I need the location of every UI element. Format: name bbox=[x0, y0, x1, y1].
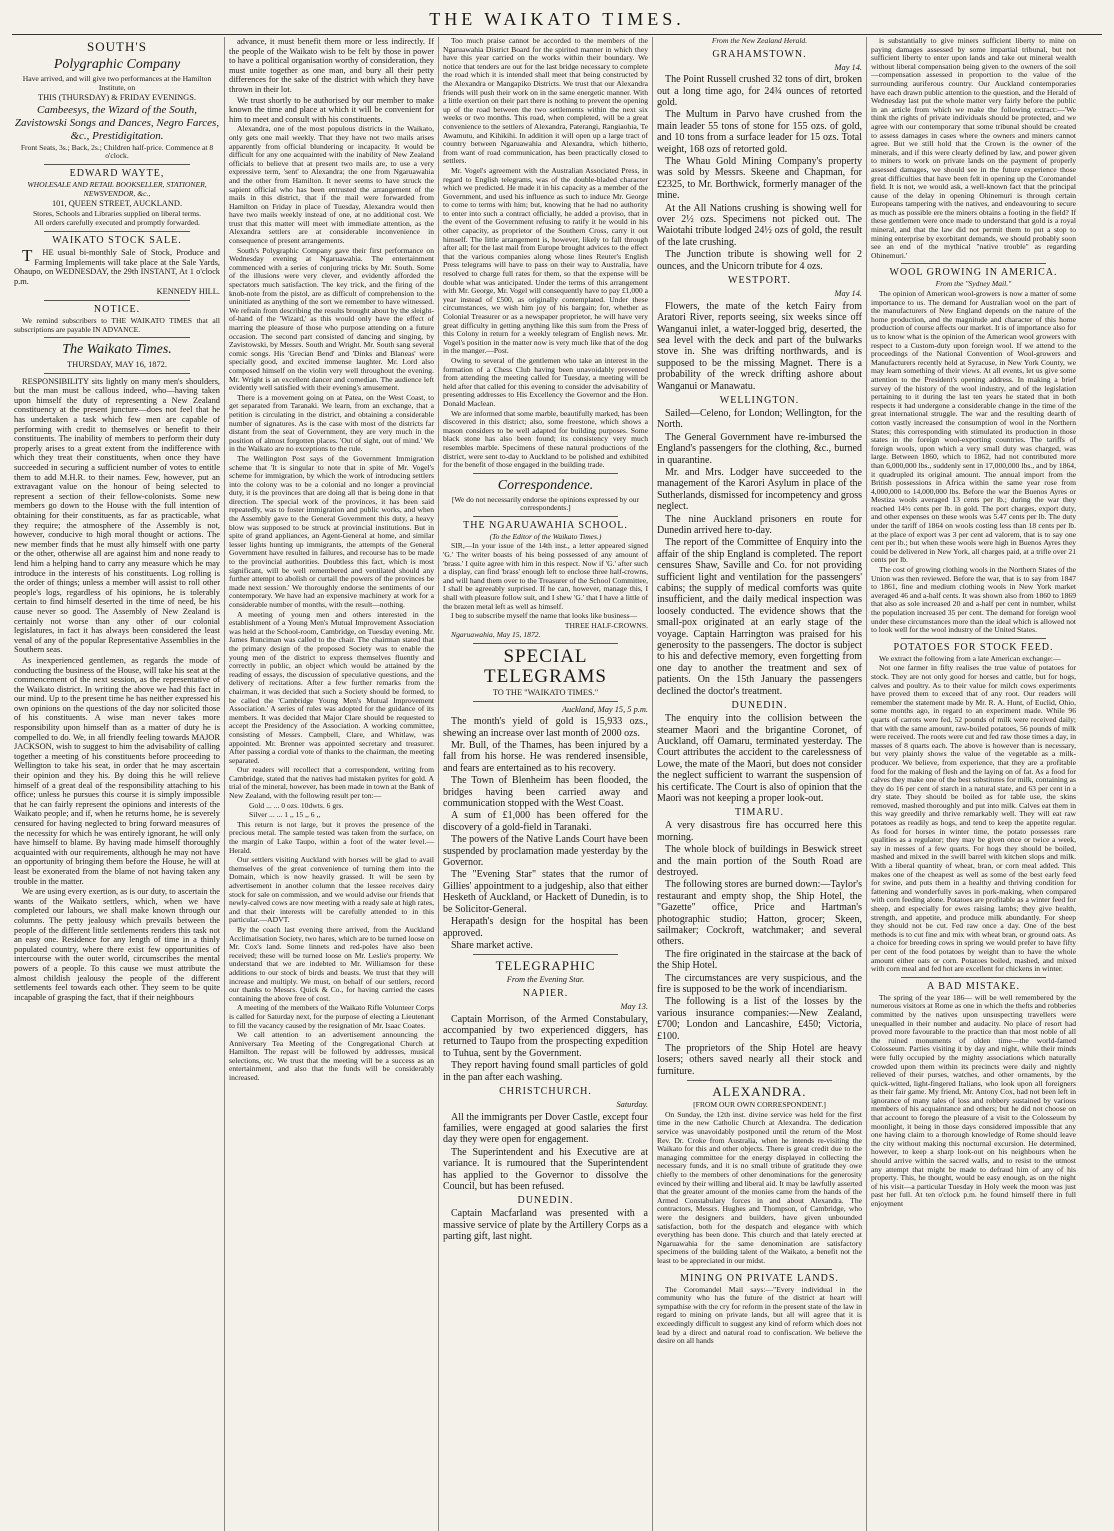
school-letter-title: THE NGARUAWAHIA SCHOOL. bbox=[463, 519, 628, 531]
news-paragraph: Sailed—Celeno, for London; Wellington, for the North. bbox=[657, 407, 862, 431]
ad-wayte-text: Stores, Schools and Libraries supplied on liberal terms. bbox=[32, 208, 202, 218]
telegram-paragraph: They report having found small particles of gold in the pan after each washing. bbox=[443, 1060, 648, 1083]
news-paragraph: The Coromandel Mail says:—"Every individual in the community who has the future of the district at heart will sympathise with the cry for reform in the present state of the law in regard to mining on private lands, but all will agree that it is exceedingly difficult to suggest any kind of reform which does not lead by a direct and natural road to confiscation. We believe the desire on all hands bbox=[657, 1284, 862, 1346]
westport-heading: WESTPORT. bbox=[728, 275, 791, 287]
news-paragraph: At the All Nations crushing is showing well for over 2½ ozs. Specimens not picked out. The Waiotahi tribute lodged 24½ ozs of gold, the result of the late crushing. bbox=[657, 202, 862, 248]
bad-mistake-heading: A BAD MISTAKE. bbox=[927, 980, 1020, 992]
news-paragraph: The following is a list of the losses by the various insurance companies:—New Zealand, £700; London and Lancashire, £450; Victoria, £100. bbox=[657, 996, 862, 1042]
news-paragraph: The circumstances are very suspicious, and the fire is supposed to be the work of incendiarism. bbox=[657, 972, 862, 996]
news-paragraph: Our settlers visiting Auckland with horses will be glad to avail themselves of the great convenience of turning them into the Domain, which is now heavily grassed. It will be seen by advertisement in another column that the lessee receives dairy stock for sale on commission, and we would advise our friends that newly-calved cows are now meeting with a ready sale at high rates, and that their interests will be carefully attended to in this particular.—ADVT. bbox=[229, 855, 434, 925]
timaru-heading: TIMARU. bbox=[735, 807, 784, 819]
telegram-paragraph: Mr. Bull, of the Thames, has been injured by a fall from his horse. He was rendered insensible, and fears are entertained as to his recovery. bbox=[443, 740, 648, 774]
divider bbox=[901, 977, 1046, 978]
divider bbox=[473, 516, 618, 517]
ad-south-company: Polygraphic Company bbox=[53, 57, 181, 72]
divider bbox=[687, 1269, 832, 1270]
news-paragraph: Our readers will recollect that a correspondent, writing from Cambridge, stated that the natives had mistaken pyrites for gold. A trial of the mineral, however, has been made in town at the Bank of New Zealand, with the following result per ton:— bbox=[229, 765, 434, 801]
news-paragraph: The opinion of American wool-growers is now a matter of some importance to us. The demand for Australian wool on the part of the manufacturers of New England depends on the nature of the home production, and the magnitude and character of this home production of course affects our market. It is of importance also for us to know what is the opinion of the American wool growers with respect to a Custom-duty upon foreign wool. If we attend to the proceedings of the National Convention of Wool-growers and Manufacturers recently held at Syracuse, in New York County, we may learn something of their views. At all events, let us give some attention to the President's opening address. In making a brief survey of the history of the wool industry, and of the legislation pertaining to it during the last ten years he stated that in both respects it had undergone a considerable change in the time of the great international struggle. The war and the resulting dearth of cotton vastly increased the consumption of wool in the Northern States; this corresponding with stimulated its production in those states in the foreign wool-exporting countries. The tariffs of foreign wools, upon which a very small duty was charged, was large. Between 1860, which to 1862, had not contributed more than 6,000,000 lbs., suddenly sent in 17,000,000 lbs., and by 1864, it quadrupled its original amount. The annual import from the British possessions in Africa within the same year rose from 4,000,000 to 14,000,000 lbs. Before the war the Buenos Ayres or Mestiza wools averaged 13 cents per lb.; during the war they reached 14½ cents per lb. in gold. The port charges, export duty, and other expenses on these wools was 5.47 cents per lb. The duty under the tariff of 1864 on wools costing less than 18 cents per lb. at the place of export was 3 per cent ad valorem, that is to say one cent per lb.; but when these wools were high in Buenos Ayres they could be delivered in New York, all charges paid, at a trifle over 21 cents per lb. bbox=[871, 289, 1076, 565]
news-paragraph: The following stores are burned down:—Taylor's restaurant and empty shop, the Ship Hotel, the "Gazette" office, Price and Hartman's photographic studio; Hatton, grocer; Skeen, sailmaker; Cockroft, watchmaker; and several others. bbox=[657, 879, 862, 948]
column-2 bbox=[224, 37, 438, 1531]
news-paragraph: By the coach last evening there arrived, from the Auckland Acclimatisation Society, two hares, which are to be turned loose on Mr. Cox's land. Some linnets and red-poles have also been received; these will be turned loose on Mr. Leslie's property. We understand that we are indebted to Mr. Williamson for these additions to our stock of birds and beasts. We trust that they will increase and multiply. We must, on behalf of our settlers, record our thanks to Messrs. Quick & Co., for having carried the cases containing the above free of cost. bbox=[229, 924, 434, 1003]
ad-south-title: SOUTH'S bbox=[87, 39, 147, 54]
masthead: THE WAIKATO TIMES. bbox=[12, 8, 1102, 35]
editorial-paragraph: RESPONSIBILITY sits lightly on many men's shoulders, but the man must be callous indeed, who—having taken upon himself the duty of representing a New Zealand constituency at the present juncture—does not feel that he has undertaken a task which few men are capable of performing with credit to themselves or benefit to their constituents. The inability of members to perform their duty properly arises to a great extent from the indifference with which they treat their constituents, when once they have succeeded in securing a sufficient number of votes to entitle them to add M.H.R. to their names. Few, however, put an extravagant value on the honour of being selected to represent a section of their fellow-colonists. Some new members go down to the House with the full intention of obtaining for their constituents, as far as practicable, what they require; the atmosphere of the Assembly is not, however, conducive to high moral thought or actions. The new member finds that he must ally himself with one party or the other, otherwise all are against him and none ready to lend him a helping hand to carry any measure which he may introduce in the interests of his constituents. Log rolling is the order of things; unless a member will assist to roll other people's logs, regardless of his opinions, he is tolerably certain to find himself deserted in the time of need, be his cause never so good. The Assembly of New Zealand is certainly not worse than any other of our colonial legislatures, in fact it has always been considered the least venal of any of the popular Representative Assemblies in the Southern seas. bbox=[14, 376, 220, 655]
news-paragraph: The Wellington Post says of the Government Immigration scheme that 'It is singular to note that in spite of Mr. Vogel's scheme for immigration, by which the work of introducing settlers into the colony was to be a colonial and no longer a provincial duty, it is the provinces that are doing all that is being done in that direction. The special work of the provinces, it has been said repeatedly, was to foster immigration and public works, and when the Assembly gave to the General Government this duty, a heavy blow was supposed to be struck at provincial institutions. But in spite of grand appliances, an Agent-General at home, and similar lesser lights hunting up immigrants, the attempts of the General Government have resulted in failures, and recourse has to be made to the provincial authorities. Doubtless this fact, which is most significant, will be well remembered and ventilated should any further attempt to abolish or curtail the powers of the provinces be made next session.' We thoroughly endorse the sentiments of our contemporary. We have had an expensive machinery at work for a considerable number of months, with the result—nothing. bbox=[229, 453, 434, 609]
telegram-paragraph: The powers of the Native Lands Court have been suspended by proclamation made yesterday by the Governor. bbox=[443, 834, 648, 869]
news-paragraph: The Junction tribute is showing well for 2 ounces, and the Unicorn tribute for 4 ozs. bbox=[657, 249, 862, 272]
grahamstown-date: May 14. bbox=[834, 62, 862, 72]
telegram-paragraph: Share market active. bbox=[451, 939, 533, 951]
news-paragraph: Alexandra, one of the most populous districts in the Waikato, only gets one mail weekly. That they have not two mails arises apparently from official blundering or incapacity. It would be difficult for any one acquainted with the inability of New Zealand officials to believe that at present two mails are, to use a very expressive term, 'sent' to Alexandra; the one from Ngaruawahia and the other from Hamilton. It never seems to have struck the sapient official who has been entrusted the arrangement of the mails in this district, that if the mail were forwarded from Hamilton on Friday in place of Tuesday, Alexandra would then have two mails weekly instead of one, at no additional cost. We trust that this matter will meet with immediate attention, as the Alexandra settlers are at considerable inconvenience in consequence of present arrangements. bbox=[229, 124, 434, 246]
ad-south-acts: Cambeesys, the Wizard of the South, Zavistowski Songs and Dances, Negro Farces, &c., Prestidigitation. bbox=[14, 103, 220, 142]
ad-stock-signature: KENNEDY HILL. bbox=[156, 287, 220, 297]
telegram-paragraph: A sum of £1,000 has been offered for the discovery of a gold-field in Taranaki. bbox=[443, 810, 648, 833]
telegram-paragraph: The Town of Blenheim has been flooded, the bridges having been carried away and communication stopped with the West Coast. bbox=[443, 775, 648, 810]
telegram-paragraph: Captain Macfarland was presented with a massive service of plate by the Artillery Corps as a parting gift, last night. bbox=[443, 1208, 648, 1243]
editorial-paragraph: We are using every exertion, as is our duty, to ascertain the wants of the Waikato settlers, which, when we have completed our labours, we shall make known through our columns. The petty jealousy which prevails between the people of the different little settlements renders this task not an easy one. Residence for any length of time in a thinly populated country, where there exist few opportunities of intercourse with the outer world, circumscribes the mental powers of a people. To this cause we must attribute the almost childish jealousy the people of the different settlements feel towards each other. They seem to be quite incapable of grasping the fact, that if their neighbours bbox=[14, 887, 220, 1002]
divider bbox=[44, 164, 190, 165]
news-paragraph: This return is not large, but it proves the presence of the precious metal. The sample tested was taken from the surface, on the margin of Lake Taupo, within a foot of the water level.—Herald. bbox=[229, 819, 434, 855]
paper-title: The Waikato Times. bbox=[62, 342, 172, 358]
divider bbox=[901, 263, 1046, 264]
news-paragraph: A meeting of young men and others interested in the establishment of a Young Men's Mutual Improvement Association was held at the School-room, Cambridge, on Tuesday evening. Mr. James Runciman was called to the chair. The chairman stated that the primary design of the proposed Society was to enable the young men of the district to express themselves fluently and correctly in public, an object which would be attained by the reading of essays, the discussion of speculative questions, and the delivery of recitations. After a few further remarks from the chairman, it was decided that such a Society should be formed, to be called the 'Cambridge Young Men's Mutual Improvement Association.' A series of rules was adopted for the guidance of its members. It was decided that Major Clare should be requested to accept the Presidency of the Association. A working committee, consisting of Messrs. Campbell, Clare, and Whitlaw, was appointed. Mr. Brenner was appointed secretary and treasurer. After passing a cordial vote of thanks to the chairman, the meeting separated. bbox=[229, 609, 434, 765]
news-paragraph: Not one farmer in fifty realises the true value of potatoes for stock. They are not only good for horses and cattle, but for hogs, calves and poultry. As to their value for milch cows experiments have proved them to exceed that of any root. Our readers will remember the statement made by Mr. R. A. Hunt, of Euclid, Ohio, some months ago, in regard to an experiment made. While 96 quarts of carrots were fed, 52 pounds of milk were received daily; that with the same amount, raw-boiled potatoes, 56 pounds of milk were received. The roots were cut and fed raw those times a day, in masses of 8 quarts each. The above is however than is necessary, but very plainly shows the value of the vegetable as a milk-producer. We believe, from experience, that they are a profitable food for the making of flesh and the laying on of fat. As a food for calves they make one of the best substitutes for milk, containing as they do 16 per cent of starch in a natural state, and 63 per cent in a dry state. They should be boiled as for table use, the skins removed, mashed thoroughly and put into milk. Calves eat them in this way greedily and thrive remarkably well. They will eat raw potatoes as readily as hogs, and tend to keep the appetite regular. As food for horses in winter time, the potato possesses rare qualities as a regulator; they may be given once or twice a week, say in messes of a few quarts. For hogs they should be boiled, mashed and mixed in the swill barrel with kitchen slops and milk. With a liberal quantity of wheat, bran, or corn meal added. This makes one of the cheapest as well as some of the best early feed for swine, and puts them in a healthy and thriving condition for fattening and wonderfully saves in pork-making, when compared with corn feeding alone. Potatoes are profitable as a winter feed for sheep, and especially for ewes raising lambs; they give health, strength, and appetite, and produce milk abundantly. For sheep they should not be cut. Fed raw once a day. One of the best methods is to cut fine and mix with wheat bran, or ground oats. As a choice for breeding cows in spring we would prefer to have fifty per cent of the food potatoes by weight than to have the whole amount either oats or corn. Potatoes boiled, mashed, and mixed with corn meal and fed hot are excellent for chickens in winter. bbox=[871, 663, 1076, 974]
ad-south-prices: Front Seats, 3s.; Back, 2s.; Children half-price. Commence at 8 o'clock. bbox=[20, 142, 214, 161]
divider bbox=[473, 473, 618, 474]
dunedin-heading: DUNEDIN. bbox=[517, 1195, 574, 1207]
news-paragraph: Mr. Vogel's agreement with the Australian Associated Press, in regard to English telegrams, was of the double-bladed character which we predicted. He made it in his capacity as a member of the Government, and used his influence as such to induce Mr. George to come to terms with him; but, knowing that he had no authority to enter into such a contract officially, he added a proviso, that in the event of the Government refusing to ratify it he would in his other capacity, as proprietor of the Southern Cross, carry it out himself. The little arrangement is, however, likely to fall through after all; for the last mail from Europe brought advices to the effect that the various companies along whose lines Reuter's English Press telegrams will have to pass on their way to Australia, have resolved to charge full rates for them, so that the expense will be double what was anticipated. Under the terms of this arrangement with Mr. George, Mr. Vogel will consequently have to pay £1,000 a year instead of £500, as originally contemplated. Under these circumstances, we wish him joy of his bargain; for, whether as Colonial Treasurer or as a newspaper proprietor, he will have very great difficulty in getting anything like this sum from the Press of this Colony in return for a weekly telegram of English news. Mr. Vogel's position in the matter now is very much like that of the dog in the manger.—Post. bbox=[443, 165, 648, 356]
news-paragraph: Too much praise cannot be accorded to the members of the Ngaruawahia District Board for the spirited manner in which they have this year carried on the works within their boundary. We notice that tenders are out for the last bridge necessary to complete the road which it is intended shall meet that being constructed by the Alexandra or Mangapiko Districts. We trust that our Alexandra friends will push their work on in the same energetic manner. With a little exertion on their part there is nothing to prevent the opening up of the road between the two settlements within the next six weeks or two months. This road, when completed, will be a great convenience to the settlers of Alexandra, Paterangi, Rangiaohia, Te Awamutu, and Kihikihi. In addition it will open up a large tract of country between Ngaruawahia and Alexandra, which hitherto, from want of road communication, has been practically closed to settlers. bbox=[443, 37, 648, 166]
telegram-paragraph: The month's yield of gold is 15,933 ozs., shewing an increase over last month of 2000 ozs. bbox=[443, 716, 648, 739]
assay-line: Gold ... ... 0 ozs. 10dwts. 6 grs. bbox=[249, 800, 344, 810]
napier-date: May 13. bbox=[620, 1001, 648, 1011]
news-paragraph: The proprietors of the Ship Hotel are heavy losers; others saved nearly all their stock and furniture. bbox=[657, 1043, 862, 1077]
divider bbox=[44, 231, 190, 232]
notice-text: We remind subscribers to THE WAIKATO TIMES that all subscriptions are payable IN ADVANCE. bbox=[14, 315, 220, 334]
news-paragraph: The cost of growing clothing wools in the Northern States of the Union was then reviewed. Before the war, that is to say from 1847 to 1861, fine and medium clothing wools in New York market averaged 46 and a-half cents. It was shown also from 1860 to 1869 that also as sole increased 20 and a-half per cent in number, whilst the population increased 35 per cent. The demand for foreign wool under these circumstances more than the ideal which is allowed not to look well for the wool industry of the United States. bbox=[871, 565, 1076, 635]
ad-stock-title: WAIKATO STOCK SALE. bbox=[52, 234, 182, 246]
telegram-paragraph: Herapath's design for the hospital has been approved. bbox=[443, 916, 648, 939]
news-paragraph: The fire originated in the staircase at the back of the Ship Hotel. bbox=[657, 948, 862, 972]
correspondence-title: Correspondence. bbox=[497, 477, 594, 493]
ad-south-dates: THIS (THURSDAY) & FRIDAY EVENINGS. bbox=[38, 93, 196, 103]
notice-title: NOTICE. bbox=[93, 303, 141, 315]
news-paragraph: On Sunday, the 12th inst. divine service was held for the first time in the new Catholic Church at Alexandra. The dedication service was unavoidably postponed until the return of the Most Rev. Dr. Croke from Australia, when he intends re-visiting the Waikato for this and other objects. There is great credit due to the managing committee for the energy displayed in collecting the necessary funds, and it is no small tribute of gratitude they owe chiefly to the members of other denominations for the generosity evinced by their willing and liberal aid. It may be lawfully asserted that the greater amount of the monies came from the hands of the Armed Constabulary forces in and about Alexandra. The contractors, Messrs. Hughes and Thompson, of Cambridge, who were the designers and builders, have given unbounded satisfaction, both for the despatch and elegance with which everything has been done. This church and that lately erected at Ngaruawahia for the same denomination are satisfactory specimens of the building talent of the Waikato, a benefit not the least to be appreciated in our midst. bbox=[657, 1109, 862, 1265]
divider bbox=[901, 638, 1046, 639]
news-paragraph: is substantially to give miners sufficient liberty to mine on paying damages assessed by some impartial tribunal, but not sufficient liberty to enter upon lands and take out mineral wealth without liberal compensation being given to the owners of the soil—compensation assessed in proportion to the value of the surrounding auriferous country. Our Auckland contemporaries have each drawn public attention to the question, and the Herald of Wednesday last put the whole matter very fairly before the public in an article from which we make the following extract:—'We think the rights of private individuals should be protected, and we agree with our contemporary that some tribunal should be created to assess damages in cases where the owners and miners cannot agree. But we still hold that the Crown is the owner of the minerals, and if this were clearly defined by law, and power given to miners to work on private lands on the payment of properly assessed damages, we should see in the future experience those great difficulties that have been felt in opening up the Coromandel field. It is not, we would ask, a well-known fact that the principal cause of the delay in opening Ohinemuri is through certain Europeans tampering with the natives, and endeavouring to secure as much as possible ere the miners obtains a footing in the field? If these gentlemen were once made to understand that gold is a royal mineral, and that the law did not permit them to put a stop to mining enterprise by exorbitant demands, we should probably soon see an end of the mythical "native trouble" as regarding Ohinemuri.' bbox=[871, 37, 1076, 260]
ad-south-text: Have arrived, and will give two performances at the Hamilton Institute, on bbox=[22, 74, 212, 92]
editorial-paragraph: We trust shortly to be authorised by our member to make known the time and place at which it will be convenient for him to meet and consult with his constituents. bbox=[229, 95, 434, 124]
column-4 bbox=[652, 37, 866, 1531]
telegrams-sub: TO THE "WAIKATO TIMES." bbox=[492, 688, 599, 697]
column-1 bbox=[10, 37, 224, 1531]
divider bbox=[44, 337, 190, 338]
news-paragraph: We call attention to an advertisement announcing the Anniversary Tea Meeting of the Congregational Church at Hamilton. The repast will be followed by addresses, musical selections, etc. We trust that the meeting will be a success as an entertainment, and also that the funds will be considerably increased. bbox=[229, 1030, 434, 1083]
westport-date: May 14. bbox=[834, 289, 862, 299]
dunedin-heading: DUNEDIN. bbox=[731, 700, 788, 712]
telegraphic-title: TELEGRAPHIC bbox=[495, 958, 596, 974]
telegram-paragraph: Captain Morrison, of the Armed Constabulary, accompanied by two experienced diggers, has returned to Taupo from the prospecting expedition to Tuhua, sent by the Government. bbox=[443, 1013, 648, 1059]
ad-stock-text: THE usual bi-monthly Sale of Stock, Produce and Farming Implements will take place at the Sale Yards, Ohaupo, on WEDNESDAY, the 29th INSTANT, At 1 o'clock p.m. bbox=[14, 245, 220, 286]
news-paragraph: Mr. and Mrs. Lodger have succeeded to the management of the Karori Asylum in place of the Sutherlands, dismissed for incompetency and gross neglect. bbox=[657, 466, 862, 513]
grahamstown-heading: GRAHAMSTOWN. bbox=[712, 48, 807, 60]
ad-wayte-trade: WHOLESALE AND RETAIL BOOKSELLER, STATIONER, NEWSVENDOR, &c., bbox=[27, 179, 207, 198]
letter-signature: THREE HALF-CROWNS. bbox=[564, 620, 648, 630]
divider bbox=[44, 373, 190, 374]
news-paragraph: A very disastrous fire has occurred here this morning. bbox=[657, 820, 862, 843]
editorial-paragraph: As inexperienced gentlemen, as regards the mode of conducting the business of the House, will take his seat at the commencement of the next session, as the representative of the Waikato district. In writing the above we had this fact in our mind. Up to the present time he has neither expressed his own opinions on the questions of the day nor solicited those of his constituents. A wise man never takes more responsibility upon himself than as a matter of duty he is compelled to do. We, in all friendly feeling towards MAJOR JACKSON, wish to suggest to him the advisability of calling together a meeting of his constituents before proceeding to Wellington to take his seat, in order that he may ascertain their opinion and they his. By doing this he will relieve himself of a great deal of the responsibility attaching to his office; unless he pursues this course it is simply impossible that he can fairly represent the opinions and interests of the Waikato people; and if, when he returns home, he is severely censured for having neglected to bring forward measures of the necessity for which he was entirely ignorant, he will only have himself to blame. By having made himself thoroughly acquainted with our requirements, although he may not have an opportunity of bringing them before the House, he will at least be exonerated from the blame of not having taken any trouble in the matter. bbox=[14, 655, 220, 886]
wool-heading: WOOL GROWING IN AMERICA. bbox=[889, 267, 1058, 279]
column-3 bbox=[438, 37, 652, 1531]
christchurch-date: Saturday. bbox=[616, 1099, 648, 1109]
news-paragraph: There is a movement going on at Patea, on the West Coast, to get separated from Taranaki. We learn, from an exchange, that a petition is circulating in the district, and obtaining a considerable number of signatures. As is the case with most of the districts far distant from the seat of Government, they are very much in the position of almost forgotten places. 'Out of sight, out of mind.' We in the Waikato are no exceptions to the rule. bbox=[229, 392, 434, 454]
news-paragraph: The Whau Gold Mining Company's property was sold by Messrs. Skeene and Chapman, for £2325, to Mr. Borthwick, formerly manager of the mine. bbox=[657, 156, 862, 202]
christchurch-heading: CHRISTCHURCH. bbox=[499, 1085, 592, 1097]
letter-paragraph: I beg to subscribe myself the name that looks like business— bbox=[451, 611, 638, 621]
alexandra-sub: [FROM OUR OWN CORRESPONDENT.] bbox=[693, 1100, 826, 1110]
divider bbox=[473, 954, 618, 955]
news-paragraph: The Multum in Parvo have crushed from the main leader 55 tons of stone for 155 ozs. of gold, and 10 tons from a surface leader for 15 ozs. Total weight, 168 ozs of retorted gold. bbox=[657, 109, 862, 155]
news-paragraph: The whole block of buildings in Beswick street and the main portion of the South Road are destroyed. bbox=[657, 844, 862, 878]
news-paragraph: The General Government have re-imbursed the England's passengers for the clothing, &c., burned in quarantine. bbox=[657, 431, 862, 466]
news-paragraph: Flowers, the mate of the ketch Fairy from Aratori River, reports seeing, six weeks since off Wanganui inlet, a water-logged brig, deserted, the sea level with the deck and part of the bulwarks stove in. She was drifting northwards, and is supposed to be the missing Magnet. There is a probability of the wreck drifting ashore about Wanganui or Manawatu. bbox=[657, 300, 862, 392]
columns bbox=[10, 37, 1104, 1531]
editorial-paragraph: advance, it must benefit them more or less indirectly. If the people of the Waikato wish to be felt by those in power to have a political organisation worthy of consideration, they must unite together as one man, and bury all their petty differences for the sake of the district with which they have thrown in their lot. bbox=[229, 37, 434, 94]
ad-wayte-title: EDWARD WAYTE, bbox=[69, 167, 165, 179]
wool-source: From the "Sydney Mail." bbox=[935, 279, 1012, 289]
telegram-paragraph: The "Evening Star" states that the rumor of Gillies' appointment to a judgeship, also that either Hesketh of Auckland, or Hackett of Dunedin, is to be Solicitor-General. bbox=[443, 869, 648, 915]
news-paragraph: South's Polygraphic Company gave their first performance on Wednesday evening at Ngaruawahia. The entertainment commenced with a series of conjuring tricks by Mr. South. Some of the illusions were very clever, and evidently afforded the spectators much satisfaction. The key trick, and the firing of the knob-note from the pistol, are as difficult of comprehension to the uninitiated as anything of the sort we remember to have witnessed. We refrain from describing the results brought about by the sleight-of-hand of the 'Wizard,' as this would only have the effect of marring the pleasure of those who purpose attending on a future occasion. The second part consisted of dancing and singing, by Zavistowski, by Messrs. South and Wright. Mr. South sang several comic songs. His 'Grecian Bend' and 'Dinks and Blaneas' were specially good, and excited immense laughter. Mr. Lord also composed himself on the violin very well throughout the evening. Mr. Wright is an excellent dancer and comedian. The audience left evidently well satisfied with their evening's amusement. bbox=[229, 245, 434, 393]
wellington-heading: WELLINGTON. bbox=[719, 394, 800, 406]
divider bbox=[44, 300, 190, 301]
telegram-paragraph: The Superintendent and his Executive are at variance. It is rumoured that the Superintendent has applied to the Governor to dissolve the Council, but has been refused. bbox=[443, 1146, 648, 1192]
ad-wayte-address: 101, QUEEN STREET, AUCKLAND. bbox=[51, 199, 183, 209]
assay-line: Silver ... ... 1 ,, 15 ,, 6 ,, bbox=[249, 810, 321, 820]
divider bbox=[473, 643, 618, 644]
correspondence-note: [We do not necessarily endorse the opinions expressed by our correspondents.] bbox=[451, 494, 640, 513]
school-letter-sub: (To the Editor of the Waikato Times.) bbox=[489, 531, 602, 541]
paper-date: THURSDAY, MAY 16, 1872. bbox=[67, 360, 167, 370]
divider bbox=[687, 1080, 832, 1081]
divider bbox=[473, 701, 618, 702]
news-paragraph: Owing to several of the gentlemen who take an interest in the formation of a Chess Club having been unavoidably prevented from attending the meeting called for Tuesday, a meeting will be held after that called for this evening to consider the advisability of presenting addresses to His Excellency the Governor and the Hon. Donald Maclean. bbox=[443, 355, 648, 408]
potatoes-heading: POTATOES FOR STOCK FEED. bbox=[893, 641, 1054, 653]
letter-date: Ngaruawahia, May 15, 1872. bbox=[451, 630, 541, 640]
news-paragraph: The report of the Committee of Enquiry into the affair of the ship England is completed. The report censures Shaw, Saville and Co. for not providing sufficient light and ventilation for the passengers' cabins; the supply of medical comforts was quite insufficient, and the daily medical inspection was loosely conducted. The evidence shows that the small-pox originated at an early stage of the voyage. Captain Harrington was praised for his generosity to the passengers. The doctor is subject to his and defective memory, even forgetting from one day to another the treatment and sex of patients. On the 15th January the passengers declined the doctor's treatment. bbox=[657, 537, 862, 697]
news-paragraph: We extract the following from a late American exchange:— bbox=[879, 653, 1061, 663]
news-paragraph: The spring of the year 186— will be well remembered by the numerous visitors at Rome as one in which the thefts and robberies committed by the natives upon unsuspecting travellers were unequalled in their number and audacity. No place of resort had proved more favourable to the practice than that most noble of all the ruined monuments of olden time—the world-famed Colosseum. Parties visiting it by day and night, while their minds were fully occupied by the mighty associations which naturally crowded upon them within its precincts were daily and nightly relieved of their purses, watches, and other ornaments, by the quick-witted, light-fingered Italians, who look upon all foreigners as their fair game. My friend, Mr. Antony Cox, had not been left in ignorance of many tales of loss and robbery sustained by various members of his acquaintance and others; but he did not choose on that account to forego the pleasure of a visit to the Colosseum by moonlight, it being in those days considered impossible that any one having claim to a thorough knowledge of Rome should leave the city without making this nocturnal excursion. He determined, however, to keep a sharp look-out on his neighbours when he should arrive within the sacred walls, and to resist to the utmost any attempt that might be made to defraud him of any of his property. This, he thought, would be easy enough, as on the night of his visit—a particular Tuesday in Holy week the moon was just past her full. At ten o'clock p.m. he found himself there in full enjoyment bbox=[871, 992, 1076, 1208]
telegrams-date: Auckland, May 15, 5 p.m. bbox=[561, 704, 648, 714]
alexandra-heading: ALEXANDRA. bbox=[712, 1084, 807, 1100]
telegram-paragraph: All the immigrants per Dover Castle, except four families, were engaged at good salaries the first day they were open for engagement. bbox=[443, 1111, 648, 1146]
news-paragraph: A meeting of the members of the Waikato Rifle Volunteer Corps is called for Saturday next, for the purpose of electing a Lieutenant to fill the vacancy caused by the resignation of Mr. Isaac Coates. bbox=[229, 1003, 434, 1030]
news-paragraph: The nine Auckland prisoners en route for Dunedin arrived here to-day. bbox=[657, 513, 862, 536]
news-paragraph: The Point Russell crushed 32 tons of dirt, broken out a long time ago, for 24¾ ounces of retorted gold. bbox=[657, 74, 862, 108]
telegrams-title: SPECIAL TELEGRAMS bbox=[484, 646, 607, 687]
napier-heading: NAPIER. bbox=[522, 987, 569, 999]
ad-wayte-orders: All orders carefully executed and promptly forwarded. bbox=[34, 218, 200, 228]
mining-heading: MINING ON PRIVATE LANDS. bbox=[680, 1272, 839, 1284]
letter-paragraph: SIR,—In your issue of the 14th inst., a letter appeared signed 'G.' The writer boasts of his being possessed of any amount of 'brass.' I quite agree with him in this respect. Now if 'G.' after such a display, can find 'brass' enough left to enclose three half-crowns, and will hand them over to the Treasurer of the School Committee, I shall be agreeably surprised. If he can, however, manage this, I shall with pleasure follow suit, and I shew 'G.' that I have a little of the brazen metal left as well as himself. bbox=[443, 541, 648, 611]
telegraphic-source: From the Evening Star. bbox=[506, 975, 585, 985]
news-paragraph: The enquiry into the collision between the steamer Maori and the brigantine Coronet, of Auckland, off Oamaru, terminated yesterday. The Court attributes the accident to the carelessness of Lowe, the mate of the Maori, but does not consider the neglect sufficient to warrant the suspension of his certificate. The Court is also of opinion that the Maori was not keeping a proper look-out. bbox=[657, 713, 862, 804]
news-paragraph: We are informed that some marble, beautifully marked, has been discovered in this district; also, some freestone, which shows a mason considers to be well adapted for building purposes. Some black stone has also been found; its consistency very much resembles marble. Specimens of these natural productions of the district, were sent to-day to Auckland to be polished and exhibited for the benefit of those engaged in the building trade. bbox=[443, 408, 648, 470]
source-note: From the New Zealand Herald. bbox=[711, 37, 808, 45]
column-5 bbox=[866, 37, 1080, 1531]
